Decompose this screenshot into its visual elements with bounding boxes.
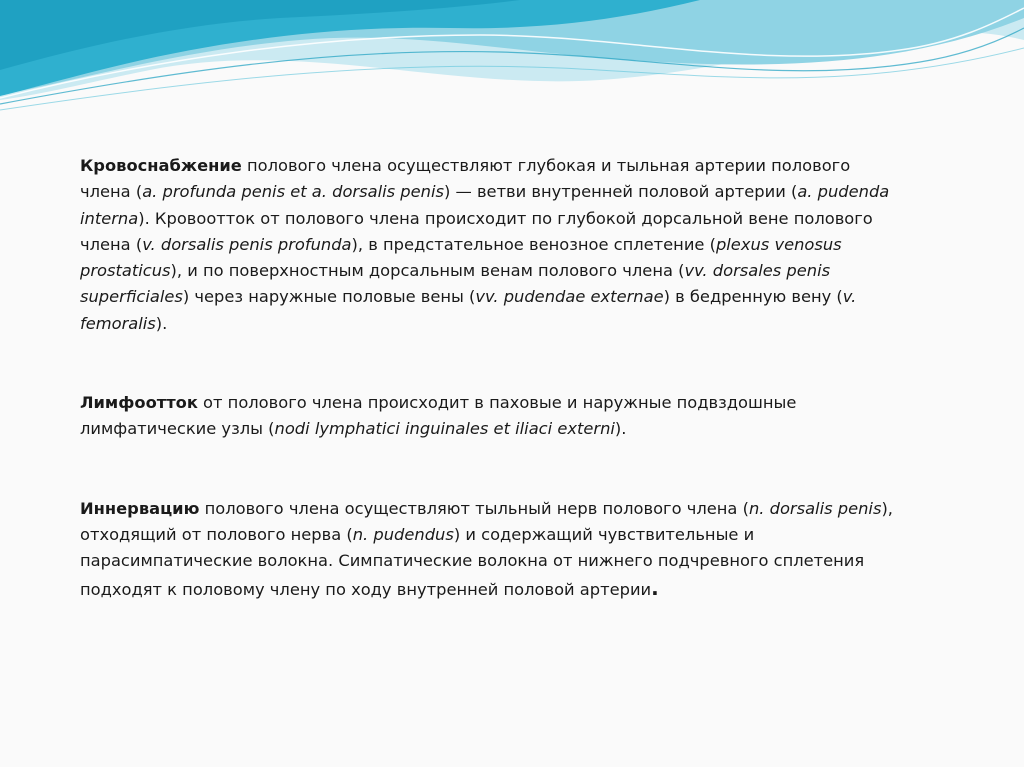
text-segment: ), в предстательное венозное сплетение ( bbox=[351, 234, 716, 254]
text-segment: полового члена осуществляют глубокая и тыльная артерии полового члена ( bbox=[80, 156, 851, 202]
wave-header-decoration bbox=[0, 0, 1024, 120]
latin-term: nodi lymphatici inguinales et iliaci externi bbox=[274, 419, 615, 439]
ending-period: . bbox=[651, 575, 659, 600]
text-segment: ). bbox=[155, 313, 168, 333]
text-segment: ). bbox=[614, 419, 627, 439]
text-segment: от полового члена происходит в паховые и наружные подвздошные лимфатические узлы ( bbox=[80, 393, 797, 439]
latin-term: v. dorsalis penis profunda bbox=[142, 234, 352, 254]
paragraph-lymph-drainage bbox=[80, 390, 900, 443]
paragraph-innervation bbox=[80, 496, 900, 603]
text-segment: ) через наружные половые вены ( bbox=[182, 287, 476, 307]
latin-term: a. profunda penis et a. dorsalis penis bbox=[142, 182, 444, 202]
text-segment: ) и содержащий чувствительные и парасимпатические волокна. Симпатические волокна от нижнего подчревного сплетения подходят к половому члену по ходу внутренней половой артерии bbox=[80, 524, 865, 599]
paragraph-blood-supply bbox=[80, 153, 900, 337]
latin-term: vv. pudendae externae bbox=[475, 287, 664, 307]
text-segment: ), отходящий от полового нерва ( bbox=[80, 498, 893, 544]
term-innervation: Иннервацию bbox=[80, 498, 200, 518]
term-blood-supply: Кровоснабжение bbox=[80, 156, 242, 175]
text-content bbox=[80, 153, 900, 603]
text-segment: ) в бедренную вену ( bbox=[663, 287, 843, 307]
latin-term: n. pudendus bbox=[352, 524, 454, 544]
latin-term: n. dorsalis penis bbox=[748, 498, 882, 518]
latin-term: v. femoralis bbox=[80, 287, 857, 333]
latin-term: a. pudenda interna bbox=[80, 182, 890, 228]
term-lymph-drainage: Лимфоотток bbox=[80, 393, 198, 413]
text-segment: ), и по поверхностным дорсальным венам полового члена ( bbox=[170, 261, 685, 281]
latin-term: plexus venosus prostaticus bbox=[80, 234, 842, 281]
text-segment: ) — ветви внутренней половой артерии ( bbox=[443, 182, 798, 202]
text-segment: полового члена осуществляют тыльный нерв полового члена ( bbox=[199, 498, 749, 518]
text-segment: ). Кровоотток от полового члена происходит по глубокой дорсальной вене полового члена ( bbox=[80, 208, 873, 254]
latin-term: vv. dorsales penis superficiales bbox=[80, 261, 831, 307]
